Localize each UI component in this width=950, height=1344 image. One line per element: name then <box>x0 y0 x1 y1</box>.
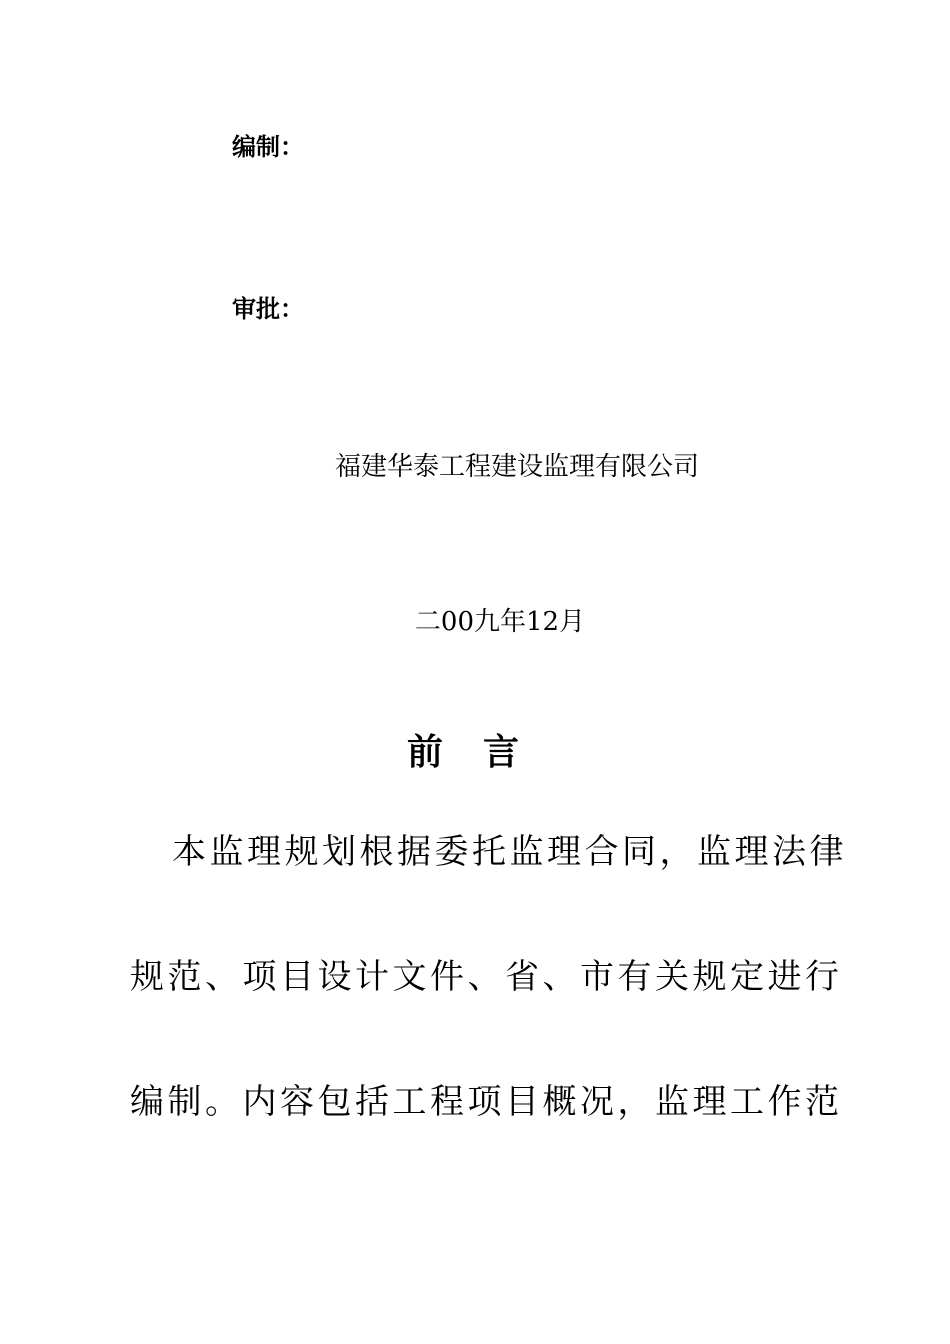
preface-line-2: 规范、项目设计文件、省、市有关规定进行 <box>130 957 843 997</box>
document-date: 二00九年12月 <box>414 607 586 637</box>
preface-line-3: 编制。内容包括工程项目概况，监理工作范 <box>130 1082 843 1122</box>
approver-label: 审批： <box>232 295 304 323</box>
company-name: 福建华泰工程建设监理有限公司 <box>334 452 699 482</box>
preface-line-1: 本监理规划根据委托监理合同，监理法律 <box>172 832 847 872</box>
editor-label: 编制： <box>232 133 304 161</box>
preface-heading: 前言 <box>406 732 559 773</box>
